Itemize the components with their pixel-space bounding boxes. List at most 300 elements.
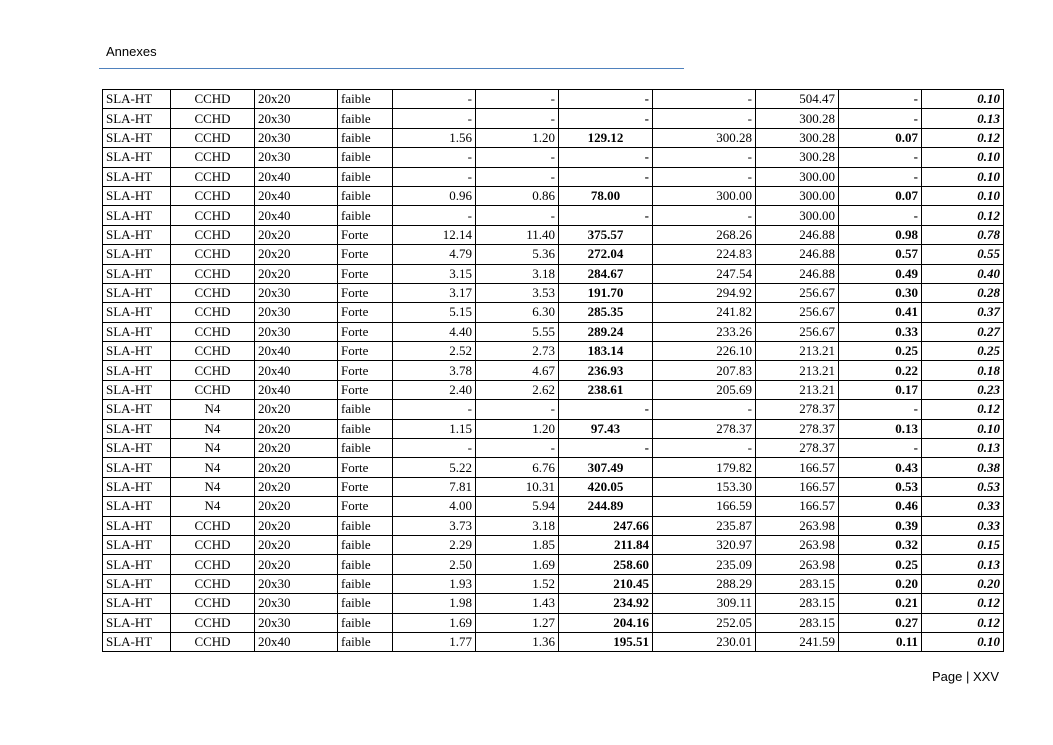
table-cell: -	[393, 167, 476, 186]
table-cell: CCHD	[171, 574, 255, 593]
table-cell: 420.05	[559, 477, 653, 496]
table-cell: 0.53	[839, 477, 922, 496]
table-cell: -	[476, 109, 559, 128]
table-cell: CCHD	[171, 594, 255, 613]
table-row	[103, 342, 1004, 361]
table-cell: 300.28	[756, 109, 839, 128]
table-cell: SLA-HT	[103, 90, 171, 109]
table-cell: 241.59	[756, 632, 839, 651]
table-cell: 5.15	[393, 303, 476, 322]
table-cell: Forte	[338, 458, 393, 477]
table-cell: 4.67	[476, 361, 559, 380]
table-cell: -	[839, 206, 922, 225]
table-cell: 3.73	[393, 516, 476, 535]
table-cell: faible	[338, 167, 393, 186]
table-cell: CCHD	[171, 361, 255, 380]
table-cell: -	[839, 148, 922, 167]
table-cell: 0.10	[922, 90, 1004, 109]
table-cell: -	[393, 400, 476, 419]
table-cell: 238.61	[559, 380, 653, 399]
table-cell: CCHD	[171, 186, 255, 205]
table-cell: SLA-HT	[103, 632, 171, 651]
table-cell: 213.21	[756, 380, 839, 399]
table-cell: 0.41	[839, 303, 922, 322]
table-row	[103, 400, 1004, 419]
table-cell: 309.11	[653, 594, 756, 613]
table-cell: -	[839, 400, 922, 419]
table-row	[103, 497, 1004, 516]
table-cell: 284.67	[559, 264, 653, 283]
table-cell: 5.22	[393, 458, 476, 477]
table-cell: 0.17	[839, 380, 922, 399]
table-cell: faible	[338, 594, 393, 613]
table-cell: 0.57	[839, 245, 922, 264]
table-cell: faible	[338, 555, 393, 574]
table-row	[103, 477, 1004, 496]
table-cell: faible	[338, 90, 393, 109]
table-cell: 252.05	[653, 613, 756, 632]
table-cell: 0.25	[922, 342, 1004, 361]
table-cell: faible	[338, 109, 393, 128]
table-cell: N4	[171, 400, 255, 419]
table-cell: CCHD	[171, 283, 255, 302]
table-cell: -	[476, 400, 559, 419]
table-cell: -	[476, 439, 559, 458]
table-cell: 3.53	[476, 283, 559, 302]
table-cell: 20x20	[255, 419, 338, 438]
table-cell: faible	[338, 400, 393, 419]
results-table-body	[103, 90, 1004, 652]
table-cell: 1.52	[476, 574, 559, 593]
table-cell: 3.18	[476, 264, 559, 283]
table-cell: 0.37	[922, 303, 1004, 322]
table-cell: 20x30	[255, 574, 338, 593]
table-cell: 78.00	[559, 186, 653, 205]
table-cell: 166.57	[756, 458, 839, 477]
table-row	[103, 167, 1004, 186]
table-cell: 258.60	[559, 555, 653, 574]
table-cell: 204.16	[559, 613, 653, 632]
table-cell: 20x40	[255, 632, 338, 651]
table-row	[103, 361, 1004, 380]
table-row	[103, 128, 1004, 147]
table-cell: 2.40	[393, 380, 476, 399]
table-cell: 20x20	[255, 264, 338, 283]
table-cell: 1.27	[476, 613, 559, 632]
table-cell: SLA-HT	[103, 477, 171, 496]
table-row	[103, 594, 1004, 613]
table-cell: 20x20	[255, 439, 338, 458]
table-cell: 278.37	[756, 439, 839, 458]
table-row	[103, 535, 1004, 554]
table-cell: 183.14	[559, 342, 653, 361]
table-cell: 0.22	[839, 361, 922, 380]
table-cell: SLA-HT	[103, 303, 171, 322]
table-cell: 235.09	[653, 555, 756, 574]
table-cell: 20x20	[255, 400, 338, 419]
table-cell: Forte	[338, 380, 393, 399]
table-cell: 20x40	[255, 167, 338, 186]
table-cell: 0.10	[922, 419, 1004, 438]
table-cell: 0.12	[922, 128, 1004, 147]
table-cell: -	[476, 206, 559, 225]
table-cell: 0.38	[922, 458, 1004, 477]
table-cell: CCHD	[171, 555, 255, 574]
table-cell: faible	[338, 186, 393, 205]
table-cell: 288.29	[653, 574, 756, 593]
table-cell: 2.52	[393, 342, 476, 361]
table-cell: -	[559, 206, 653, 225]
table-cell: -	[559, 148, 653, 167]
table-cell: -	[559, 109, 653, 128]
table-cell: 285.35	[559, 303, 653, 322]
table-cell: Forte	[338, 322, 393, 341]
table-cell: 0.32	[839, 535, 922, 554]
table-cell: N4	[171, 439, 255, 458]
table-cell: CCHD	[171, 303, 255, 322]
table-cell: 272.04	[559, 245, 653, 264]
table-row	[103, 458, 1004, 477]
table-cell: CCHD	[171, 264, 255, 283]
table-cell: 1.15	[393, 419, 476, 438]
table-cell: SLA-HT	[103, 109, 171, 128]
table-cell: 300.00	[756, 206, 839, 225]
table-cell: SLA-HT	[103, 264, 171, 283]
table-cell: 504.47	[756, 90, 839, 109]
table-cell: 283.15	[756, 574, 839, 593]
table-cell: 0.46	[839, 497, 922, 516]
table-cell: 1.20	[476, 419, 559, 438]
table-cell: 236.93	[559, 361, 653, 380]
table-cell: 20x20	[255, 516, 338, 535]
table-cell: faible	[338, 574, 393, 593]
table-cell: 0.12	[922, 206, 1004, 225]
table-cell: Forte	[338, 264, 393, 283]
table-cell: 263.98	[756, 516, 839, 535]
table-cell: 20x30	[255, 109, 338, 128]
table-cell: SLA-HT	[103, 167, 171, 186]
table-cell: 256.67	[756, 283, 839, 302]
page-number: Page | XXV	[932, 669, 999, 684]
table-cell: -	[839, 109, 922, 128]
table-cell: 0.21	[839, 594, 922, 613]
table-cell: 0.98	[839, 225, 922, 244]
table-cell: SLA-HT	[103, 380, 171, 399]
table-cell: 0.27	[839, 613, 922, 632]
table-cell: 97.43	[559, 419, 653, 438]
table-cell: 0.23	[922, 380, 1004, 399]
results-table	[102, 89, 1004, 652]
table-cell: 263.98	[756, 535, 839, 554]
table-cell: 0.10	[922, 167, 1004, 186]
table-cell: CCHD	[171, 90, 255, 109]
table-cell: 0.20	[922, 574, 1004, 593]
table-cell: 20x20	[255, 245, 338, 264]
table-cell: SLA-HT	[103, 497, 171, 516]
table-cell: 2.73	[476, 342, 559, 361]
table-cell: CCHD	[171, 206, 255, 225]
table-cell: -	[559, 90, 653, 109]
table-cell: 7.81	[393, 477, 476, 496]
table-cell: CCHD	[171, 380, 255, 399]
table-cell: Forte	[338, 303, 393, 322]
table-row	[103, 109, 1004, 128]
table-cell: 234.92	[559, 594, 653, 613]
table-row	[103, 283, 1004, 302]
table-cell: faible	[338, 148, 393, 167]
table-cell: 0.11	[839, 632, 922, 651]
table-cell: 0.33	[839, 322, 922, 341]
table-cell: -	[653, 148, 756, 167]
table-cell: faible	[338, 439, 393, 458]
table-cell: 20x20	[255, 225, 338, 244]
table-row	[103, 206, 1004, 225]
table-row	[103, 439, 1004, 458]
table-cell: 246.88	[756, 225, 839, 244]
table-cell: 247.66	[559, 516, 653, 535]
table-cell: 0.10	[922, 632, 1004, 651]
table-cell: 268.26	[653, 225, 756, 244]
table-row	[103, 90, 1004, 109]
table-cell: 4.40	[393, 322, 476, 341]
table-cell: 0.13	[922, 555, 1004, 574]
table-cell: 20x40	[255, 342, 338, 361]
table-cell: SLA-HT	[103, 322, 171, 341]
table-cell: SLA-HT	[103, 419, 171, 438]
table-cell: 20x30	[255, 303, 338, 322]
table-cell: 20x40	[255, 380, 338, 399]
table-cell: -	[393, 206, 476, 225]
table-cell: CCHD	[171, 613, 255, 632]
table-cell: 307.49	[559, 458, 653, 477]
table-cell: SLA-HT	[103, 361, 171, 380]
table-cell: 2.62	[476, 380, 559, 399]
table-cell: CCHD	[171, 109, 255, 128]
table-cell: SLA-HT	[103, 400, 171, 419]
table-cell: SLA-HT	[103, 148, 171, 167]
table-cell: 256.67	[756, 322, 839, 341]
table-cell: 300.28	[653, 128, 756, 147]
table-cell: 300.00	[756, 167, 839, 186]
table-cell: 224.83	[653, 245, 756, 264]
table-cell: 20x20	[255, 497, 338, 516]
table-cell: 0.10	[922, 186, 1004, 205]
table-cell: -	[839, 439, 922, 458]
table-cell: 241.82	[653, 303, 756, 322]
table-cell: 11.40	[476, 225, 559, 244]
table-cell: 0.12	[922, 594, 1004, 613]
table-cell: 213.21	[756, 342, 839, 361]
table-cell: -	[653, 109, 756, 128]
table-cell: SLA-HT	[103, 128, 171, 147]
table-cell: 6.76	[476, 458, 559, 477]
table-cell: SLA-HT	[103, 594, 171, 613]
table-cell: 5.94	[476, 497, 559, 516]
table-cell: N4	[171, 497, 255, 516]
header-divider	[99, 68, 684, 69]
table-cell: 179.82	[653, 458, 756, 477]
table-cell: SLA-HT	[103, 225, 171, 244]
table-cell: 195.51	[559, 632, 653, 651]
table-cell: 0.07	[839, 186, 922, 205]
table-cell: 256.67	[756, 303, 839, 322]
table-cell: CCHD	[171, 245, 255, 264]
table-cell: 263.98	[756, 555, 839, 574]
table-cell: CCHD	[171, 342, 255, 361]
table-cell: 0.07	[839, 128, 922, 147]
table-cell: 247.54	[653, 264, 756, 283]
table-cell: SLA-HT	[103, 613, 171, 632]
table-cell: 2.50	[393, 555, 476, 574]
table-cell: 20x40	[255, 361, 338, 380]
table-cell: 20x30	[255, 594, 338, 613]
table-cell: SLA-HT	[103, 535, 171, 554]
table-cell: 2.29	[393, 535, 476, 554]
table-cell: 207.83	[653, 361, 756, 380]
table-cell: -	[559, 167, 653, 186]
table-cell: Forte	[338, 283, 393, 302]
table-cell: 6.30	[476, 303, 559, 322]
table-cell: 20x20	[255, 90, 338, 109]
table-row	[103, 322, 1004, 341]
table-cell: 0.25	[839, 342, 922, 361]
table-cell: 4.00	[393, 497, 476, 516]
table-cell: Forte	[338, 497, 393, 516]
table-row	[103, 225, 1004, 244]
table-cell: 300.28	[756, 128, 839, 147]
table-cell: 230.01	[653, 632, 756, 651]
table-cell: 244.89	[559, 497, 653, 516]
table-cell: 4.79	[393, 245, 476, 264]
table-cell: SLA-HT	[103, 555, 171, 574]
table-cell: faible	[338, 632, 393, 651]
table-cell: CCHD	[171, 516, 255, 535]
table-cell: 246.88	[756, 245, 839, 264]
table-cell: 166.57	[756, 477, 839, 496]
table-cell: 20x20	[255, 477, 338, 496]
table-cell: SLA-HT	[103, 516, 171, 535]
table-cell: 0.30	[839, 283, 922, 302]
table-cell: CCHD	[171, 148, 255, 167]
table-row	[103, 148, 1004, 167]
table-cell: 0.13	[922, 109, 1004, 128]
table-cell: faible	[338, 535, 393, 554]
table-cell: CCHD	[171, 632, 255, 651]
table-cell: faible	[338, 516, 393, 535]
table-cell: 205.69	[653, 380, 756, 399]
table-cell: 0.13	[922, 439, 1004, 458]
table-cell: -	[559, 439, 653, 458]
table-cell: SLA-HT	[103, 283, 171, 302]
table-cell: 20x30	[255, 283, 338, 302]
table-cell: 0.12	[922, 613, 1004, 632]
table-cell: CCHD	[171, 167, 255, 186]
table-cell: 5.36	[476, 245, 559, 264]
table-cell: 0.13	[839, 419, 922, 438]
table-cell: 0.10	[922, 148, 1004, 167]
table-cell: 3.18	[476, 516, 559, 535]
table-cell: 20x20	[255, 535, 338, 554]
table-cell: SLA-HT	[103, 186, 171, 205]
table-cell: 20x40	[255, 206, 338, 225]
table-cell: 1.69	[476, 555, 559, 574]
table-cell: 1.85	[476, 535, 559, 554]
table-cell: 191.70	[559, 283, 653, 302]
table-cell: 0.49	[839, 264, 922, 283]
table-row	[103, 380, 1004, 399]
table-cell: -	[476, 167, 559, 186]
table-cell: -	[839, 90, 922, 109]
table-cell: 1.56	[393, 128, 476, 147]
table-row	[103, 613, 1004, 632]
table-row	[103, 516, 1004, 535]
table-cell: 320.97	[653, 535, 756, 554]
table-cell: Forte	[338, 225, 393, 244]
table-cell: 0.15	[922, 535, 1004, 554]
table-cell: -	[653, 206, 756, 225]
table-cell: 226.10	[653, 342, 756, 361]
table-cell: 0.12	[922, 400, 1004, 419]
table-cell: -	[393, 90, 476, 109]
table-cell: 213.21	[756, 361, 839, 380]
table-cell: 1.43	[476, 594, 559, 613]
table-cell: 278.37	[756, 400, 839, 419]
table-cell: 12.14	[393, 225, 476, 244]
table-cell: faible	[338, 613, 393, 632]
table-cell: -	[393, 148, 476, 167]
table-row	[103, 186, 1004, 205]
table-cell: 300.00	[756, 186, 839, 205]
table-cell: 278.37	[756, 419, 839, 438]
table-cell: SLA-HT	[103, 574, 171, 593]
table-cell: 0.40	[922, 264, 1004, 283]
table-cell: 1.20	[476, 128, 559, 147]
page-header-title: Annexes	[106, 44, 157, 59]
table-cell: SLA-HT	[103, 245, 171, 264]
table-cell: 0.53	[922, 477, 1004, 496]
table-cell: -	[653, 90, 756, 109]
table-cell: Forte	[338, 342, 393, 361]
table-cell: 0.33	[922, 497, 1004, 516]
table-cell: SLA-HT	[103, 206, 171, 225]
table-cell: 300.00	[653, 186, 756, 205]
table-cell: N4	[171, 477, 255, 496]
table-cell: CCHD	[171, 535, 255, 554]
table-cell: 153.30	[653, 477, 756, 496]
table-cell: 1.93	[393, 574, 476, 593]
table-cell: 375.57	[559, 225, 653, 244]
table-cell: SLA-HT	[103, 439, 171, 458]
table-cell: 20x30	[255, 148, 338, 167]
table-cell: 300.28	[756, 148, 839, 167]
table-cell: 3.15	[393, 264, 476, 283]
table-cell: 10.31	[476, 477, 559, 496]
table-cell: CCHD	[171, 128, 255, 147]
table-cell: N4	[171, 419, 255, 438]
table-cell: 0.39	[839, 516, 922, 535]
table-cell: 166.57	[756, 497, 839, 516]
table-cell: 20x30	[255, 322, 338, 341]
table-cell: -	[393, 439, 476, 458]
table-cell: 233.26	[653, 322, 756, 341]
table-cell: 294.92	[653, 283, 756, 302]
table-row	[103, 419, 1004, 438]
table-cell: Forte	[338, 361, 393, 380]
table-cell: 0.96	[393, 186, 476, 205]
table-row	[103, 245, 1004, 264]
table-cell: 0.20	[839, 574, 922, 593]
table-cell: 20x30	[255, 613, 338, 632]
